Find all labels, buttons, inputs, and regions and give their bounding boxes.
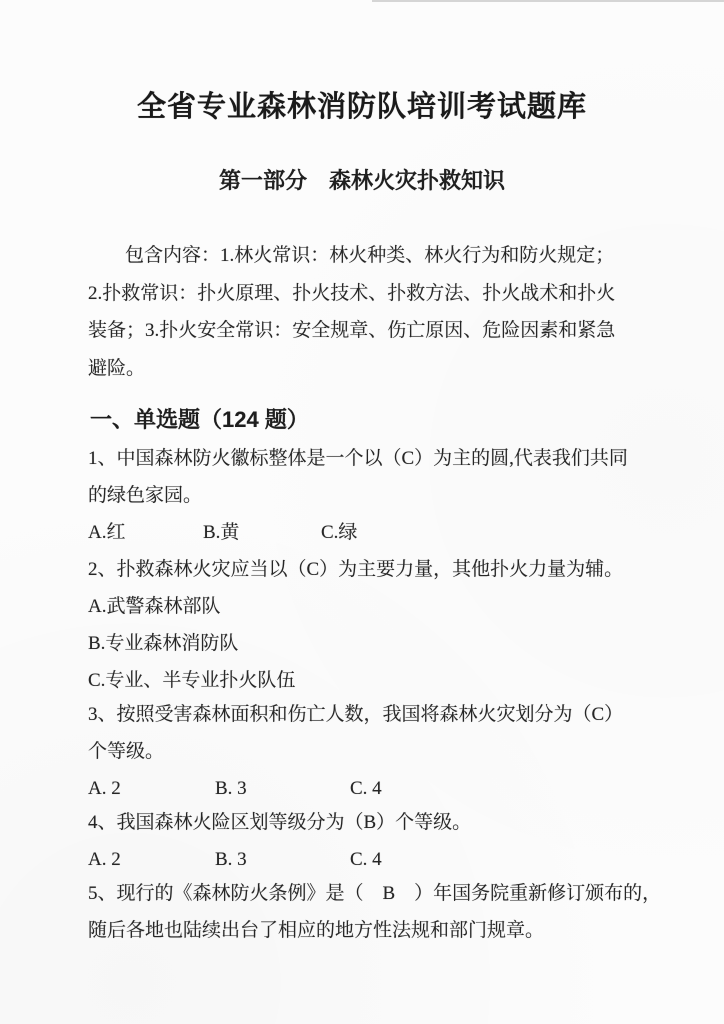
question-line: 1、中国森林防火徽标整体是一个以（C）为主的圆,代表我们共同 xyxy=(88,448,628,469)
intro-line: 包含内容：1.林火常识：林火种类、林火行为和防火规定； xyxy=(125,245,615,266)
scan-artifact-top-edge xyxy=(372,0,724,2)
option-b: B. 3 xyxy=(215,778,247,799)
question-1 xyxy=(88,440,648,551)
option-b: B. 3 xyxy=(215,849,247,870)
option-c: C.专业、半专业扑火队伍 xyxy=(88,670,296,691)
option-b: B.黄 xyxy=(203,522,240,543)
question-line: 3、按照受害森林面积和伤亡人数，我国将森林火灾划分为（C） xyxy=(88,704,624,725)
option-a: A. 2 xyxy=(88,849,121,870)
intro-line: 2.扑救常识：扑火原理、扑火技术、扑救方法、扑火战术和扑火 xyxy=(88,282,616,304)
question-line: 4、我国森林火险区划等级分为（B）个等级。 xyxy=(88,812,472,833)
question-line: 的绿色家园。 xyxy=(88,485,203,506)
question-line: 5、现行的《森林防火条例》是（ B ）年国务院重新修订颁布的， xyxy=(88,883,662,904)
section-heading: 一、单选题（124 题） xyxy=(90,407,309,432)
part-heading: 第一部分 森林火灾扑救知识 xyxy=(218,168,505,193)
option-b: B.专业森林消防队 xyxy=(88,633,239,654)
intro-line: 装备；3.扑火安全常识：安全规章、伤亡原因、危险因素和紧急 xyxy=(88,320,616,341)
question-3 xyxy=(88,696,648,807)
question-4 xyxy=(88,804,648,878)
option-a: A.红 xyxy=(88,522,126,543)
options-row xyxy=(88,841,648,878)
question-line: 个等级。 xyxy=(88,741,165,762)
options-row xyxy=(88,514,648,551)
option-c: C.绿 xyxy=(321,522,358,543)
intro-paragraph xyxy=(88,237,648,387)
option-a: A. 2 xyxy=(88,778,121,799)
intro-line: 避险。 xyxy=(88,357,146,379)
option-c: C. 4 xyxy=(350,849,382,870)
options-row xyxy=(88,770,648,807)
option-a: A.武警森林部队 xyxy=(88,596,221,617)
question-line: 2、扑救森林火灾应当以（C）为主要力量，其他扑火力量为辅。 xyxy=(88,559,624,580)
document-title: 全省专业森林消防队培训考试题库 xyxy=(136,91,587,123)
option-c: C. 4 xyxy=(350,778,382,799)
question-2 xyxy=(88,551,648,699)
question-line: 随后各地也陆续出台了相应的地方性法规和部门规章。 xyxy=(88,920,545,941)
question-5 xyxy=(88,875,662,949)
